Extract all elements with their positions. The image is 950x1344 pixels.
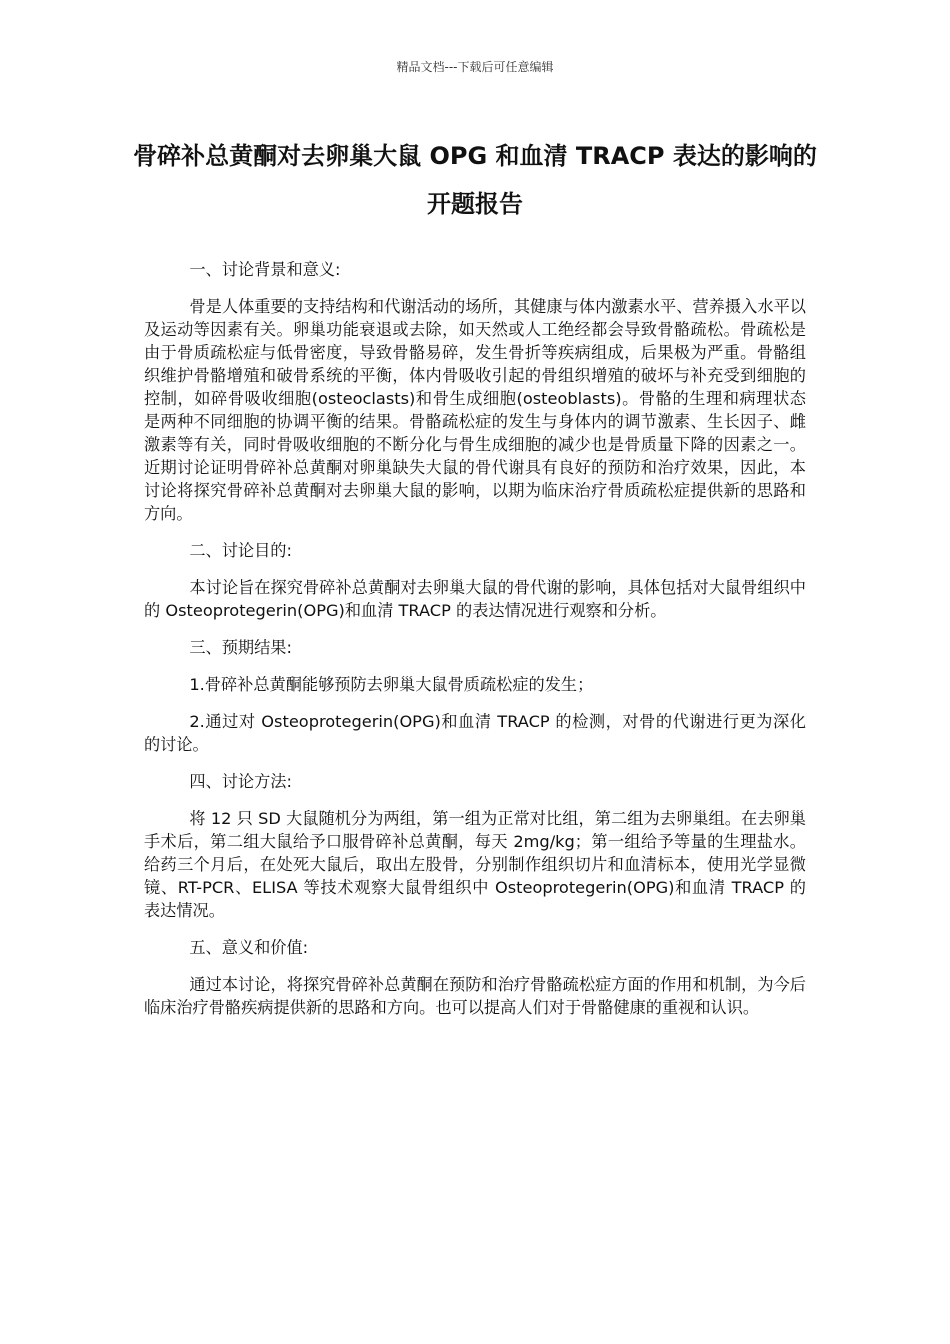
- header-note: 精品文档---下载后可任意编辑: [396, 60, 554, 74]
- section-heading: 五、意义和价值:: [189, 938, 309, 957]
- section-heading: 三、预期结果:: [189, 638, 292, 657]
- document-title: 骨碎补总黄酮对去卵巢大鼠 OPG 和血清 TRACP 表达的影响的开题报告: [133, 142, 817, 218]
- list-item: 1.骨碎补总黄酮能够预防去卵巢大鼠骨质疏松症的发生；: [189, 675, 594, 694]
- section-heading: 四、讨论方法:: [189, 772, 292, 791]
- body-paragraph: 本讨论旨在探究骨碎补总黄酮对去卵巢大鼠的骨代谢的影响，具体包括对大鼠骨组织中的 Osteoprotegerin(OPG)和血清 TRACP 的表达情况进行观察和分析。: [144, 578, 806, 620]
- list-item: 2.通过对 Osteoprotegerin(OPG)和血清 TRACP 的检测，对骨的代谢进行更为深化的讨论。: [144, 712, 806, 754]
- body-paragraph: 通过本讨论，将探究骨碎补总黄酮在预防和治疗骨骼疏松症方面的作用和机制，为今后临床治疗骨骼疾病提供新的思路和方向。也可以提高人们对于骨骼健康的重视和认识。: [144, 975, 806, 1017]
- section-heading: 一、讨论背景和意义:: [189, 260, 341, 279]
- body-paragraph: 将 12 只 SD 大鼠随机分为两组，第一组为正常对比组，第二组为去卵巢组。在去卵巢手术后，第二组大鼠给予口服骨碎补总黄酮，每天 2mg/kg；第一组给予等量的生理盐水。给药三个月后，在处死大鼠后，取出左股骨，分别制作组织切片和血清标本，使用光学显微镜、RT-PCR、ELISA 等技术观察大鼠骨组织中 Osteoprotegerin(OPG)和血清 TRACP 的表达情况。: [144, 809, 806, 920]
- body-paragraph: 骨是人体重要的支持结构和代谢活动的场所，其健康与体内激素水平、营养摄入水平以及运动等因素有关。卵巢功能衰退或去除，如天然或人工绝经都会导致骨骼疏松。骨疏松是由于骨质疏松症与低骨密度，导致骨骼易碎，发生骨折等疾病组成，后果极为严重。骨骼组织维护骨骼增殖和破骨系统的平衡，体内骨吸收引起的骨组织增殖的破坏与补充受到细胞的控制，如碎骨吸收细胞(osteoclasts)和骨生成细胞(osteoblasts)。骨骼的生理和病理状态是两种不同细胞的协调平衡的结果。骨骼疏松症的发生与身体内的调节激素、生长因子、雌激素等有关，同时骨吸收细胞的不断分化与骨生成细胞的减少也是骨质量下降的因素之一。近期讨论证明骨碎补总黄酮对卵巢缺失大鼠的骨代谢具有良好的预防和治疗效果，因此，本讨论将探究骨碎补总黄酮对去卵巢大鼠的影响，以期为临床治疗骨质疏松症提供新的思路和方向。: [144, 297, 806, 523]
- document-body: [144, 258, 806, 1033]
- section-heading: 二、讨论目的:: [189, 541, 292, 560]
